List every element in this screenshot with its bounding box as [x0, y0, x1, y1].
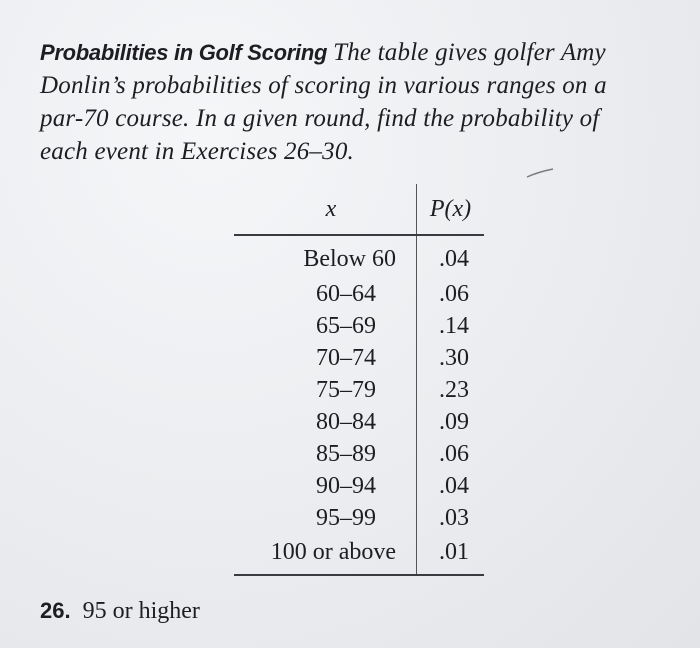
table-header-row [234, 184, 484, 235]
exercise-item [40, 598, 200, 625]
probability-value: .23 [439, 376, 469, 403]
intro-text: The table gives golfer Amy [333, 39, 606, 66]
score-range: 60–64 [234, 278, 417, 310]
probability-value: .06 [439, 280, 469, 307]
probability-value: .01 [417, 534, 485, 575]
intro-line-4: each event in Exercises 26–30. [40, 138, 354, 165]
table-row [234, 374, 484, 406]
table-row [234, 438, 484, 470]
table-row [234, 502, 484, 534]
exercise-number: 26. [40, 598, 71, 623]
table-row [234, 470, 484, 502]
table-row [234, 534, 484, 575]
score-range: 85–89 [234, 438, 417, 470]
score-range: Below 60 [234, 235, 417, 278]
score-range: 95–99 [234, 502, 417, 534]
probability-value: .04 [439, 245, 469, 272]
column-header-x: x [234, 184, 417, 235]
table-row [234, 310, 484, 342]
table-row [234, 406, 484, 438]
intro-line-2: Donlin’s probabilities of scoring in various ranges on a [40, 72, 607, 99]
table-row [234, 235, 484, 278]
table-row [234, 278, 484, 310]
probability-value: .30 [439, 344, 469, 371]
probability-value: .06 [439, 440, 469, 467]
problem-heading: Probabilities in Golf Scoring [40, 40, 328, 65]
pen-mark [526, 168, 554, 178]
problem-intro [40, 36, 688, 168]
intro-line-3: par-70 course. In a given round, find the probability of [40, 105, 600, 132]
intro-line-1 [40, 36, 688, 69]
probability-value: .14 [439, 312, 469, 339]
column-header-probability: P(x) [417, 184, 485, 235]
score-range: 65–69 [234, 310, 417, 342]
probability-table [234, 184, 484, 576]
probability-value: .04 [439, 472, 469, 499]
score-range: 90–94 [234, 470, 417, 502]
probability-value: .03 [439, 504, 469, 531]
table-row [234, 342, 484, 374]
score-range: 80–84 [234, 406, 417, 438]
exercise-text: 95 or higher [82, 598, 200, 624]
score-range: 70–74 [234, 342, 417, 374]
score-range: 75–79 [234, 374, 417, 406]
probability-value: .09 [439, 408, 469, 435]
score-range: 100 or above [234, 534, 417, 575]
